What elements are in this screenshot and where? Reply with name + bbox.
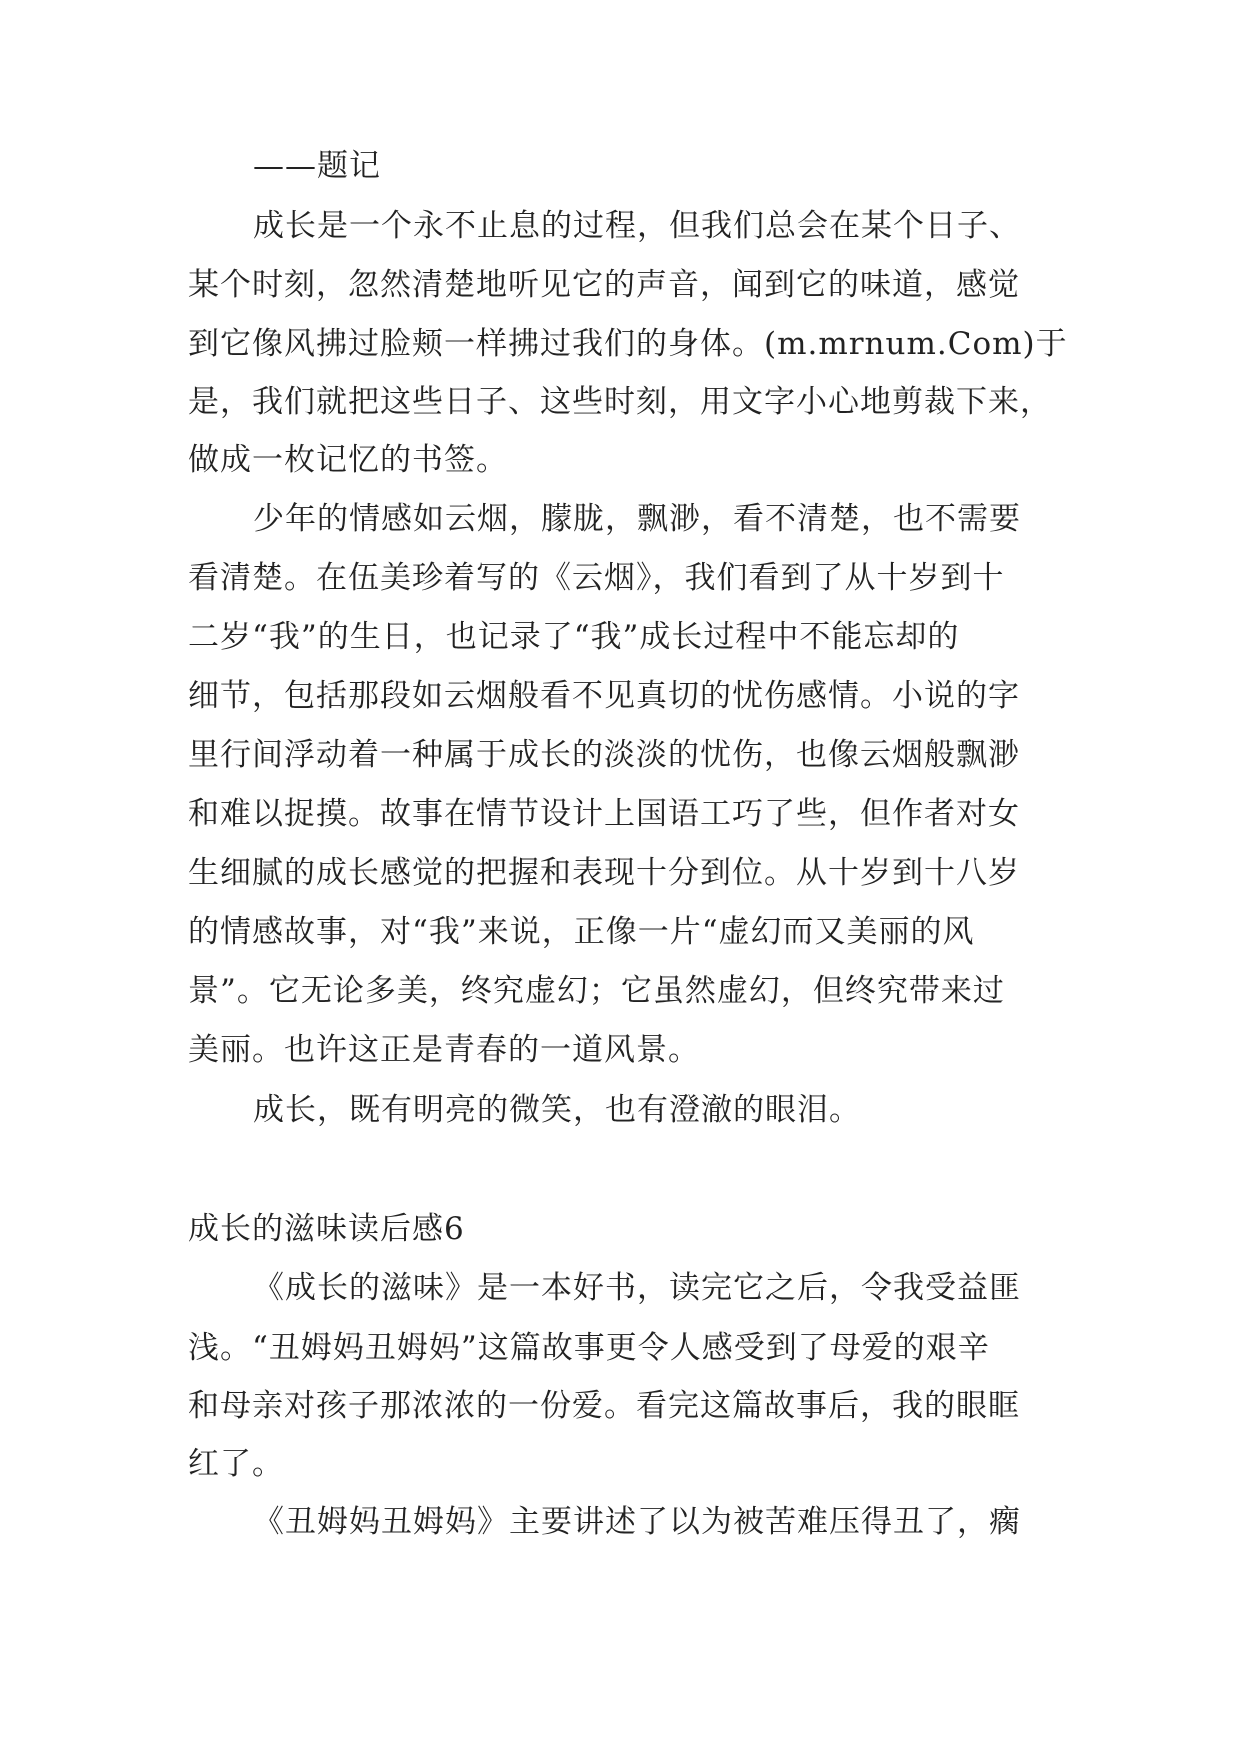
paragraph-line: 红了。 [188,1446,284,1482]
paragraph-line: 细节，包括那段如云烟般看不见真切的忧伤感情。小说的字 [188,678,1020,714]
paragraph-line: 成长是一个永不止息的过程，但我们总会在某个日子、 [253,208,1021,244]
paragraph-line: 少年的情感如云烟，朦胧，飘渺，看不清楚，也不需要 [253,501,1021,537]
paragraph-line: 和母亲对孩子那浓浓的一份爱。看完这篇故事后，我的眼眶 [188,1388,1020,1424]
paragraph-line: 到它像风拂过脸颊一样拂过我们的身体。(m.mrnum.Com)于 [188,326,1068,362]
paragraph-line: 成长，既有明亮的微笑，也有澄澈的眼泪。 [253,1092,861,1128]
paragraph-line: 里行间浮动着一种属于成长的淡淡的忧伤，也像云烟般飘渺 [188,737,1020,773]
paragraph-line: 是，我们就把这些日子、这些时刻，用文字小心地剪裁下来， [188,384,1052,420]
paragraph-line: 某个时刻，忽然清楚地听见它的声音，闻到它的味道，感觉 [188,267,1020,303]
paragraph-line: 景”。它无论多美，终究虚幻；它虽然虚幻，但终究带来过 [188,973,1005,1009]
paragraph-line: 生细腻的成长感觉的把握和表现十分到位。从十岁到十八岁 [188,855,1020,891]
paragraph-line: 和难以捉摸。故事在情节设计上国语工巧了些，但作者对女 [188,796,1020,832]
epigraph: ——题记 [253,148,381,184]
paragraph-line: 看清楚。在伍美珍着写的《云烟》，我们看到了从十岁到十 [188,560,1005,596]
paragraph-line: 《成长的滋味》是一本好书，读完它之后，令我受益匪 [253,1270,1021,1306]
paragraph-line: 做成一枚记忆的书签。 [188,442,508,478]
section-title: 成长的滋味读后感6 [188,1211,465,1247]
paragraph-line: 的情感故事，对“我”来说，正像一片“虚幻而又美丽的风 [188,914,975,950]
paragraph-line: 《丑姆妈丑姆妈》主要讲述了以为被苦难压得丑了，瘸 [253,1504,1021,1540]
paragraph-line: 美丽。也许这正是青春的一道风景。 [188,1032,700,1068]
paragraph-line: 浅。“丑姆妈丑姆妈”这篇故事更令人感受到了母爱的艰辛 [188,1330,990,1366]
paragraph-line: 二岁“我”的生日，也记录了“我”成长过程中不能忘却的 [188,619,960,655]
